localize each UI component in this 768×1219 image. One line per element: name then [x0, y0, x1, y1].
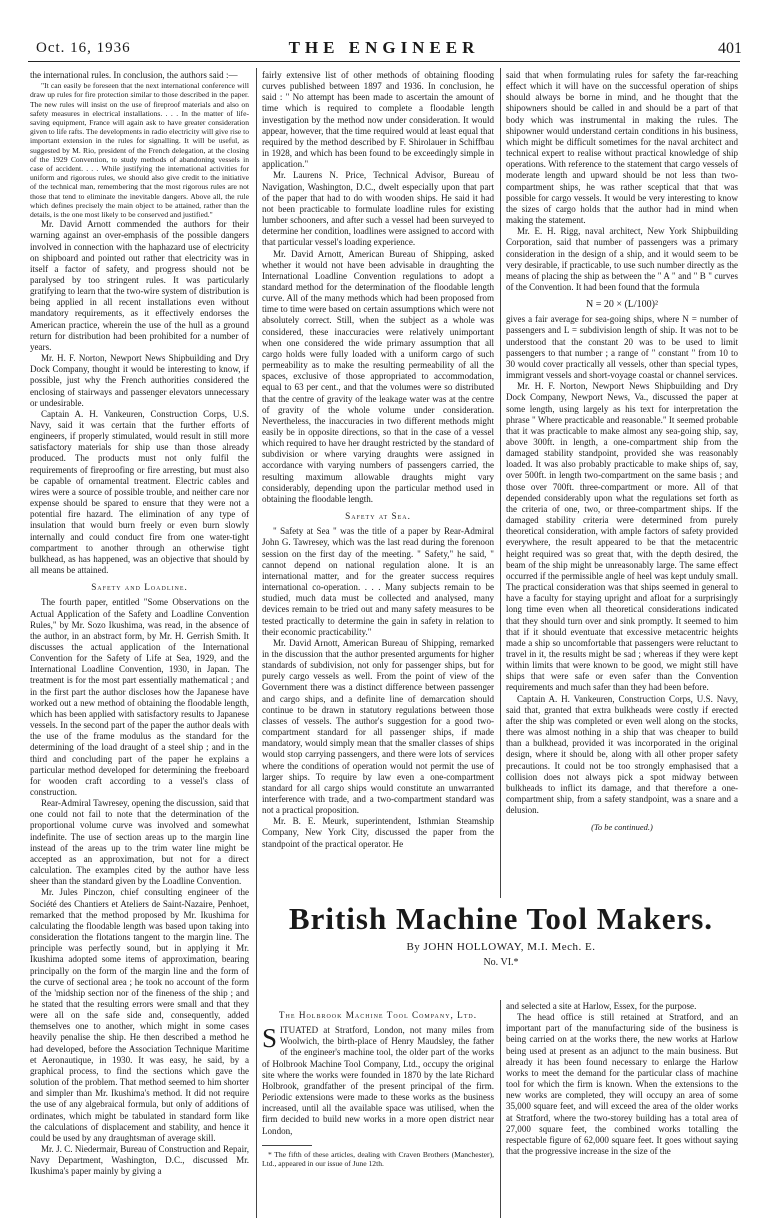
drop-cap: S: [262, 1023, 278, 1054]
section-heading: Safety at Sea.: [345, 511, 411, 522]
masthead: THE ENGINEER: [288, 38, 480, 57]
paragraph: Rear-Admiral Tawresey, opening the discussion, said that one could not fail to note that the determination of the proportional volume curve was involved and somewhat indefinite. The use of section areas up to the margin line instead of the areas up to the trim water line might be accepted as an approximation, but not for a direct calculation. The examples cited by the author have less sheer than the standard given by the Loadline Convention.: [30, 798, 249, 887]
paragraph: fairly extensive list of other methods of obtaining flooding curves published between 1897 and 1936. In conclusion, he said : " No attempt has been made to ascertain the amount of time which is required to complete a floodable length investigation by the method now under consideration. It would appear, however, that the time required would at least equal that required by the method described by F. Shirolauer in Schiffbau in 1928, and which has been found to be exceedingly simple in application.": [262, 70, 494, 170]
paragraph: Mr. David Arnott commended the authors for their warning against an over-emphasis of the possible dangers involved in connection with the haphazard use of electricity on shipboard and pointed out rather that electricity was in itself a factor of safety, and progress should not be paralysed by too stringent rules. It was particularly gratifying to learn that the two-wire system of distribution is being applied in all recent installations even without mandatory requirements, as it effectively endorses the American practice, wherein the use of the hull as a ground return for distribution had been prohibited for a number of years.: [30, 219, 249, 352]
paragraph: the international rules. In conclusion, the authors said :—: [30, 70, 238, 80]
column-1: [30, 70, 249, 1177]
issue-date: Oct. 16, 1936: [36, 40, 131, 56]
paragraph: Mr. Laurens N. Price, Technical Advisor, Bureau of Navigation, Washington, D.C., dwelt especially upon that part of the paper that had to do with wooden ships. He said it had not been practicable to formulate loadline rules for existing lumber schooners, and after such a vessel had been surveyed to determine her condition, loadlines were assigned to accord with that particular vessel's loading experience.: [262, 170, 494, 248]
page-number: 401: [718, 40, 742, 57]
page-header: [0, 0, 768, 62]
column-divider-3: [500, 1000, 501, 1218]
paragraph: Captain A. H. Vankeuren, Construction Corps, U.S. Navy, said it was certain that the further efforts of engineers, if properly stimulated, would result in still more satisfactory materials for ship use than those already produced. The products must not only fulfil the requirements of fireproofing or fire arresting, but must also be capable of ornamental treatment. Electric cables and wires were a source of possible trouble, and neither care nor expense should be spared to ensure that they were not a potential fire hazard. The elimination of any type of insulation that would burn freely or even burn slowly internally and could conduct fire from one water-tight compartment to another through an otherwise tight bulkhead, as has happened, was an objective that should by all means be attained.: [30, 408, 249, 576]
article-column-2: [506, 1001, 738, 1157]
article-subheading: The Holbrook Machine Tool Company, Ltd.: [278, 1010, 478, 1020]
article-number: No. VI.*: [483, 957, 519, 968]
paragraph: said that when formulating rules for safety the far-reaching effect which it will have on the successful operation of ships should always be borne in mind, and he thought that the shipowners should be called in and should be a part of that body which was instrumental in making the rules. The shipowner would understand certain conditions in his business, which might be difficult sometimes for the naval architect and technical expert to realise without practical knowledge of ship operations. With reference to the statement that cargo vessels of moderate length and upward should be not less than two-compartment ships, he was rather sceptical that that was possible for cargo vessels. It would be very interesting to know the sizes of cargo holds that the author had in mind when making the statement.: [506, 70, 738, 226]
paragraph: Mr. H. F. Norton, Newport News Shipbuilding and Dry Dock Company, thought it would be interesting to know, if possible, just why the French authorities considered the enclosing of stairways and passenger elevators unnecessary or undesirable.: [30, 353, 249, 408]
paragraph: [262, 1025, 494, 1137]
paragraph: Captain A. H. Vankeuren, Construction Corps, U.S. Navy, said that, granted that extra bulkheads were costly if erected after the ship was completed or even well along on the stocks, there was almost nothing in a ship that was cheaper to build than a bulkhead, provided it was incorporated in the original design, where it should be, along with all other proper safety precautions. It could not be too strongly emphasised that a collision does not always pick a spot midway between bulkheads to inflict its damage, and that therefore a one-compartment ship, from a safety standpoint, was a snare and a delusion.: [506, 693, 738, 816]
footnote: * The fifth of these articles, dealing with Craven Brothers (Manchester), Ltd., appeared in our issue of June 12th.: [262, 1149, 494, 1168]
paragraph: and selected a site at Harlow, Essex, for the purpose.: [506, 1001, 697, 1011]
article-title: British Machine Tool Makers.: [288, 901, 714, 936]
continued-note: (To be continued.): [591, 822, 653, 833]
paragraph: Mr. B. E. Meurk, superintendent, Isthmian Steamship Company, New York City, discussed the paper from the standpoint of the practical operator. He: [262, 816, 494, 849]
article-header: [262, 901, 740, 968]
paragraph: The head office is still retained at Stratford, and an important part of the manufacturing side of the business is being carried on at the works there, the new works at Harlow being used at present as an adjunct to the main business. But already it has been found necessary to enlarge the Harlow works to meet the demand for the particular class of machine tool for which the firm is known. When the extensions to the new works are completed, they will occupy an area of some 35,000 square feet, and will exceed the area of the older works at Stratford, where the two-storey building has a total area of 27,000 square feet, the combined works totalling the respectable figure of 62,000 square feet. It goes without saying that the progressive increase in the size of the: [506, 1012, 738, 1157]
paragraph: gives a fair average for sea-going ships, where N = number of passengers and L = subdivision length of ship. It was not to be understood that the constant 20 was to be used to limit passengers to that number ; a range of " constant " from 10 to 30 would cover practically all vessels, other than special types, immigrant vessels and short-voyage coastal or channel services.: [506, 314, 738, 381]
section-heading: Safety and Loadline.: [91, 582, 188, 593]
paragraph: Mr. J. C. Niedermair, Bureau of Construction and Repair, Navy Department, Washington, D.C., discussed Mr. Ikushima's paper mainly by giving a: [30, 1144, 249, 1177]
column-2: [262, 70, 494, 850]
paragraph: Mr. Jules Pinczon, chief consulting engineer of the Société des Chantiers et Ateliers de Saint-Nazaire, Penhoet, remarked that the method proposed by Mr. Ikushima for calculating the floodable length was based upon taking into consideration the flotations tangent to the margin line. The principle was perfectly sound, but in applying it Mr. Ikushima adopted some items of approximation, bearing principally on the form of the margin line and the form of the curve of sectional area ; he took no account of the form of the 'midship section nor of the fineness of the ship ; and he stated that the resulting errors were small and that they were all on the safe side and, consequently, added themselves one to another, which might in some cases heavily penalise the ship. He then described a method he had developed, before the Association Technique Maritime et Aeronautique, in 1930. It was easy, he said, by a graphical process, to find the sections which gave the solution of the problem. That method seemed to him shorter and simpler than Mr. Ikushima's method. It did not require the use of any algebraical formula, but only of additions of ordinates, which might be tabulated in standard form like the calculations of displacement and stability, and hence it could be used by any draughtsman of average skill.: [30, 887, 249, 1143]
article-column-1: [262, 1010, 494, 1168]
formula: N = 20 × (L/100)²: [585, 299, 659, 311]
paragraph: Mr. David Arnott, American Bureau of Shipping, asked whether it would not have been advisable in draughting the International Loadline Convention regulations to adopt a standard method for the determination of the floodable length curve. All of the many methods which had been proposed from time to time were based on certain assumptions which were not absolutely correct. Still, when the subject as a whole was considered, these inaccuracies were relatively unimportant when one considered the wide primary assumption that all cargo holds were fully loaded with a uniform cargo of such permeability as to make the resulting permeability of all the spaces, exclusive of those appropriated to accommodation, equal to 63 per cent., and that the volumes were so distributed that the centre of gravity of the leakage water was at the centre of gravity of the whole volume under consideration. Nevertheless, the inaccuracies in two different methods might easily be in opposite directions, so that in the case of a vessel which required to have her draught restricted by the standard of subdivision or where varying draughts were assigned in accordance with varying numbers of passengers carried, the resulting maximum allowable draughts might vary considerably, depending upon the particular method used in obtaining the floodable length.: [262, 248, 494, 504]
paragraph: Mr. E. H. Rigg, naval architect, New York Shipbuilding Corporation, said that number of passengers was a primary consideration in the design of a ship, and it would seem to be very desirable, if practicable, to use such number directly as the means of placing the ship as between the " A " and " B " curves of the Convention. It had been found that the formula: [506, 226, 738, 292]
article-byline: By JOHN HOLLOWAY, M.I. Mech. E.: [406, 941, 596, 953]
paragraph-text: ITUATED at Stratford, London, not many miles from Woolwich, the birth-place of Henry Maudsley, the father of the engineer's machine tool, the older part of the works of Holbrook Machine Tool Company, Ltd., occupy the original site where the works were founded in 1870 by the late Richard Holbrook, grandfather of the present principal of the firm. Periodic extensions were made to these works as the business increased, until all the available space was utilised, when the firm decided to build new works in a more open district near London,: [262, 1025, 494, 1136]
footnote-rule: [262, 1145, 312, 1146]
header-rule: [28, 61, 740, 62]
paragraph: " Safety at Sea " was the title of a paper by Rear-Admiral John G. Tawresey, which was the last read during the forenoon session on the first day of the meeting. " Safety," he said, " cannot depend on national regulation alone. It is an international matter, and for the greater success requires international co-operation. . . . Many subjects remain to be studied, much data must be collected and analysed, many devices remain to be tried out and many safety measures to be tested practically to determine the gain in safety in relation to their economic practicability.": [262, 526, 494, 637]
paragraph: The fourth paper, entitled "Some Observations on the Actual Application of the Safety and Loadline Convention Rules," by Mr. Sozo Ikushima, was read, in the absence of the author, in an abstract form, by Mr. H. Gerrish Smith. It discusses the actual application of the International Convention for the Safety of Life at Sea, 1929, and the International Loadline Convention, 1930, in Japan. The treatment is for the most part essentially mathematical ; and in the first part the author discloses how the Japanese have worked out a new method of obtaining the floodable length, which has been applied with satisfactory results to Japanese vessels. In the second part of the paper the author deals with the use of the frame modulus as the standard for the determining of the load draught of a steel ship ; and in the third and concluding part of the paper he explains a particular method developed for determining the freeboard for wooden craft according to a vessel's class of construction.: [30, 597, 249, 798]
column-3: [506, 70, 738, 833]
paragraph: Mr. H. F. Norton, Newport News Shipbuilding and Dry Dock Company, Newport News, Va., discussed the paper at some length, using largely as his text for interpretation the phrase " Where practicable and reasonable." It seemed probable that it was practicable to make almost any sea-going ship, say, above 300ft. in length, a one-compartment ship from the damaged stability standpoint, provided she was reasonably loaded. It was also probably practicable to make ships of, say, over 500ft. in length two-compartment on the same basis ; and those over 700ft. three-compartment or more. All of that depended considerably upon what the regulations set forth as the criteria of one, two, or three-compartment ships. If the damaged stability criteria were determined from purely theoretical consideration, with ample factors of safety provided everywhere, the result appeared to be that the metacentric height required was so great that, with the depth desired, the beam of the ship might be unreasonably large. The same effect occurred if the permissible angle of heel was kept unduly small. The practical consideration was that ships seemed in general to have a faculty for staying upright and afloat for a surprisingly long time even when all theoretical considerations indicated that they should turn over and sink promptly. It seemed to him that if it should eventuate that excessive metacentric heights made a ship so uncomfortable that passengers were reluctant to travel in it, the results might be sad ; whereas if they were kept within limits that were known to be good, we might still have ships that were safe or even safer than the Convention requirements and much safer than they had been before.: [506, 381, 738, 693]
column-divider-2: [500, 68, 501, 898]
column-divider-1: [256, 68, 257, 1218]
paragraph: Mr. David Arnott, American Bureau of Shipping, remarked in the discussion that the author presented arguments for higher standards of subdivision, not only for passenger ships, but for purely cargo vessels as well. From the point of view of the Government there was a distinct difference between passenger and cargo ships, and a definite line of demarcation should continue to be drawn in statutory regulations between those classes of vessels. The author's suggestion for a good two-compartment standard for all passenger ships, if made mandatory, would simply mean that the smaller classes of ships would stop carrying passengers, and there were lots of services where the conditions of operation would not permit the use of larger ships. To require by law even a one-compartment standard for all cargo ships would constitute an unwarranted interference with trade, and a two-compartment standard was not a practical proposition.: [262, 637, 494, 816]
quotation: "It can easily be foreseen that the next international conference will draw up rules for fire protection similar to those described in the paper. The new rules will insist on the use of fireproof materials and also on safety measures in electrical installations. . . . In the matter of life-saving equipment, France will again ask to have greater consideration given to life rafts. The developments in radio electricity will give rise to important extension in the rules for signalling. It will be useful, as suggested by M. Rio, president of the French delegation, at the closing of the 1929 Convention, to study methods of abandoning vessels in case of accident. . . . While justifying the international activities for uniform and rigorous rules, we should also give credit to the initiative of the technical man, remembering that the most rigorous rules are not those that tend to eliminate the inevitable dangers. Above all, the rule which defines precisely the main object to be attained, rather than the details, is the one most likely to be conserved and justified.": [30, 81, 249, 219]
